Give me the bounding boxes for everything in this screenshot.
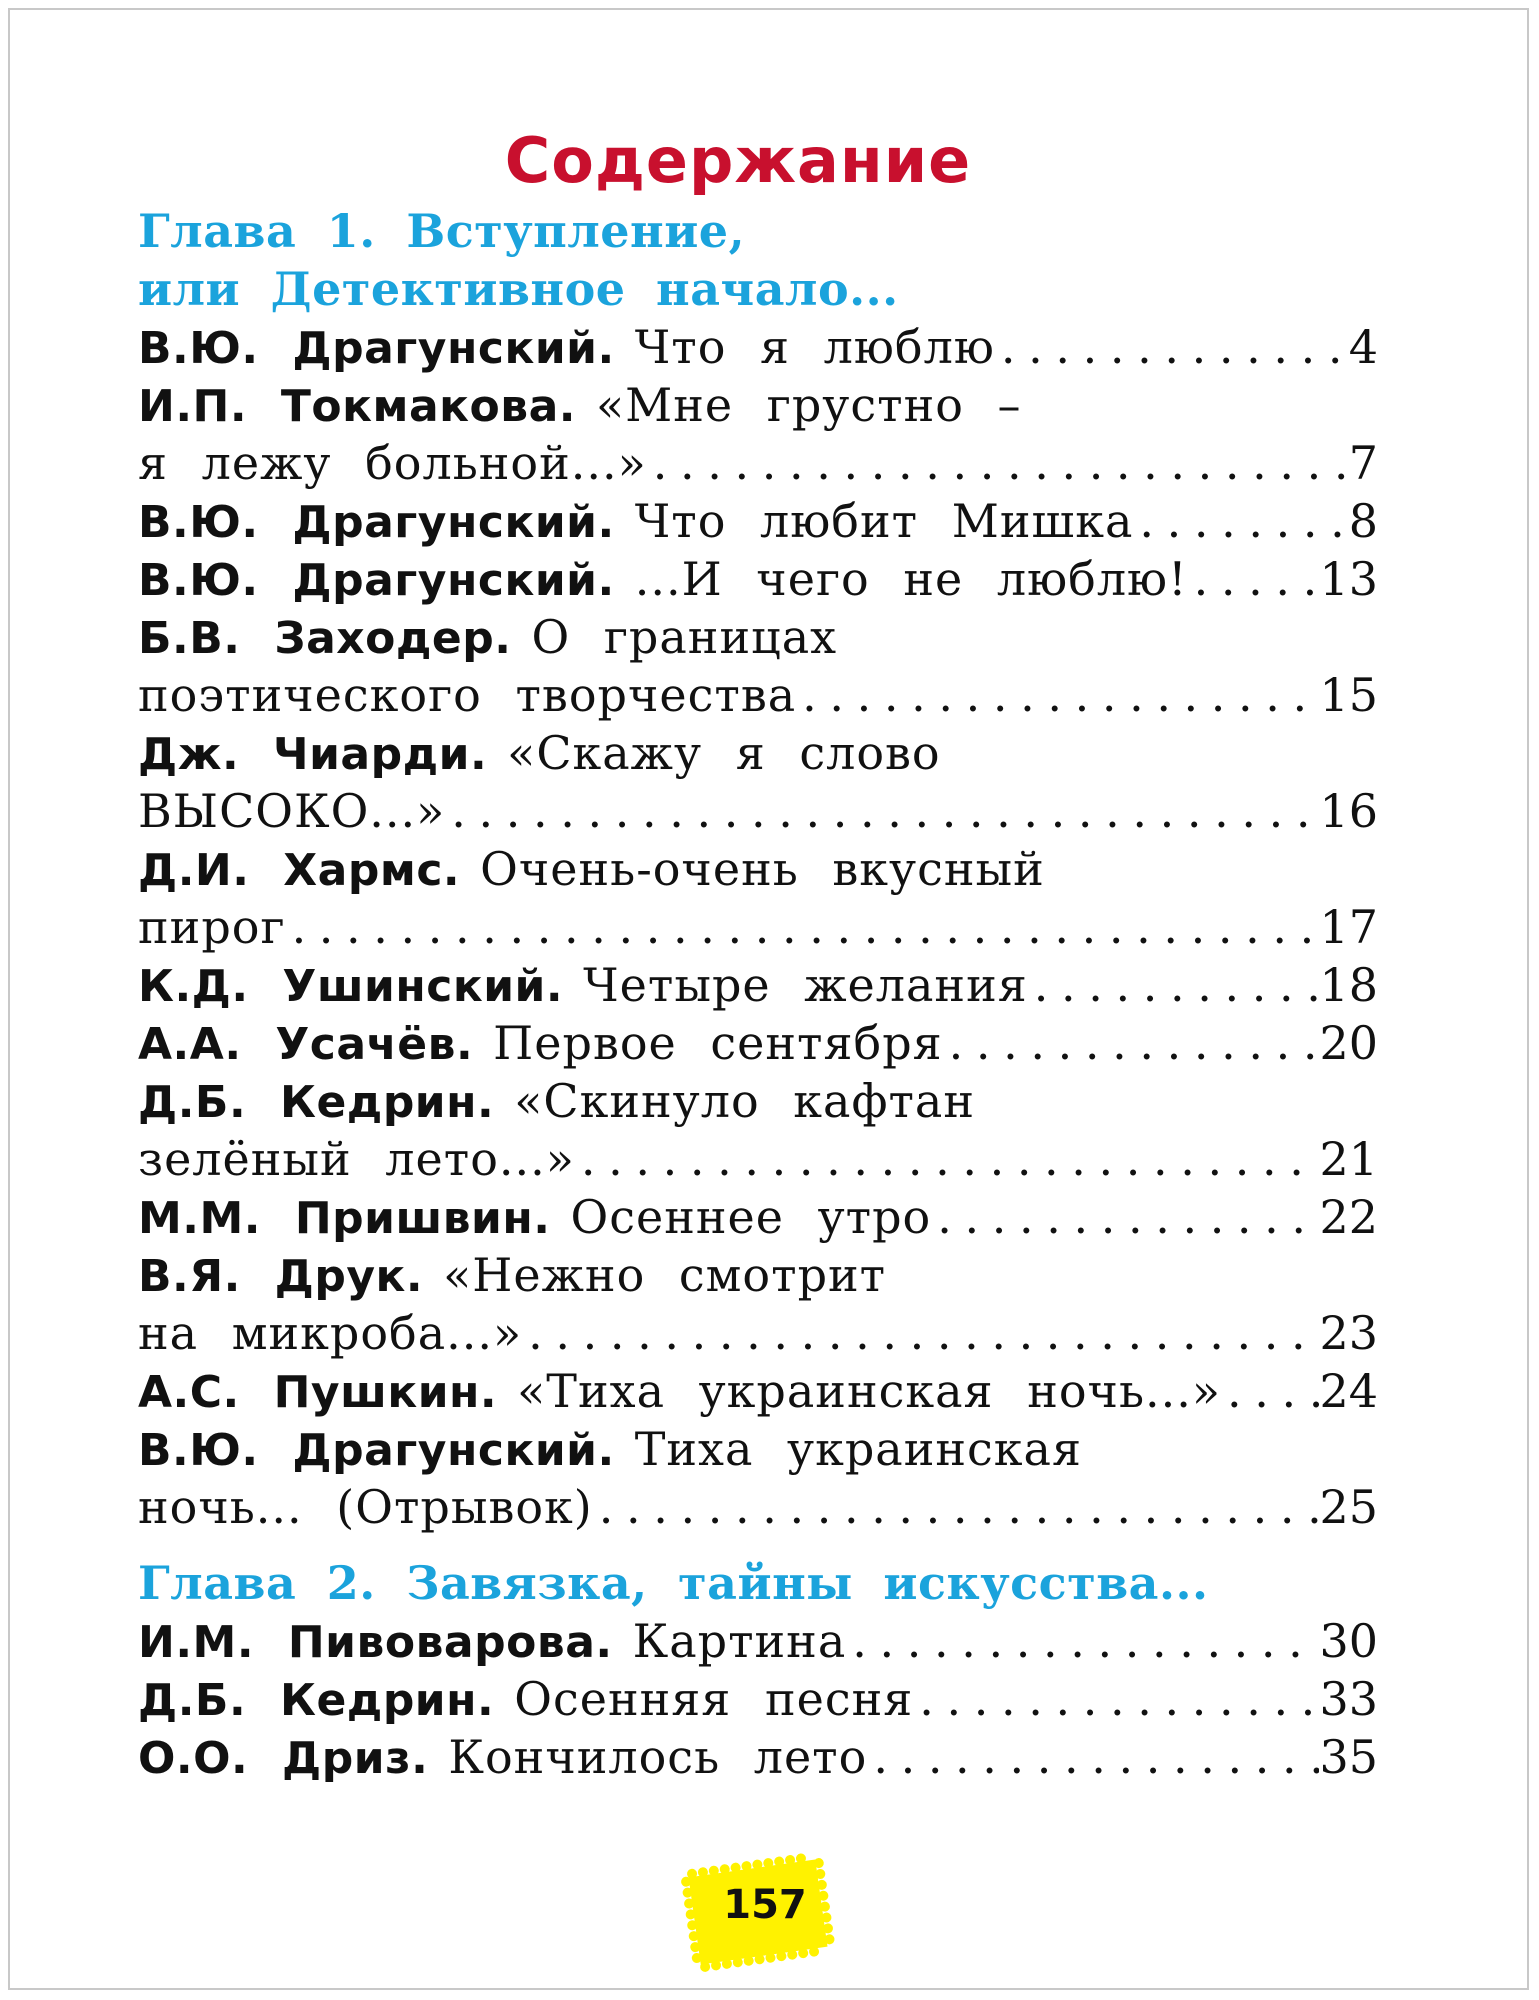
toc-entry-author: Б.В. Заходер. [138,613,512,664]
table-of-contents [138,118,1378,1786]
dot-leader [913,1670,1319,1728]
toc-entry [138,956,1378,1014]
toc-entry-author: А.А. Усачёв. [138,1019,474,1070]
toc-entry-page-number: 15 [1319,668,1378,722]
toc-entry-page-number: 30 [1319,1614,1378,1668]
toc-entry [138,550,1378,608]
toc-entry-title: Картина [632,1614,847,1668]
toc-entry [138,376,1378,492]
toc-entry-page-number: 4 [1348,320,1378,374]
dot-leader [931,1188,1319,1246]
toc-entry-page-number: 18 [1319,958,1378,1012]
dot-leader [647,434,1349,492]
dot-leader [1188,550,1320,608]
toc-entry-author: Д.И. Хармс. [138,845,461,896]
toc-entry-page-number: 24 [1319,1364,1378,1418]
toc-entry-author: Д.Б. Кедрин. [138,1077,495,1128]
toc-entry-author: О.О. Дриз. [138,1733,429,1784]
toc-entry [138,318,1378,376]
toc-entry [138,1014,1378,1072]
toc-entry-line [138,1130,1378,1188]
toc-entry-title: «Нежно смотрит [443,1248,887,1302]
dot-leader [1028,956,1320,1014]
toc-entry-title: «Скажу я слово [507,726,941,780]
toc-entry [138,1728,1378,1786]
toc-entry-title: Тиха украинская [634,1422,1082,1476]
toc-entry-title: ...И чего не люблю! [634,552,1188,606]
toc-entry [138,1670,1378,1728]
toc-entry-line [138,1420,1378,1478]
chapter-2-heading [138,1554,1378,1612]
dot-leader [522,1304,1319,1362]
toc-entry [138,608,1378,724]
dot-leader [995,318,1349,376]
toc-entry-title: О границах [531,610,838,664]
page-title: Содержание [504,124,972,197]
chapter-1-heading-line: или Детективное начало... [138,262,899,316]
toc-entry [138,1246,1378,1362]
toc-entry-title-continued: ВЫСОКО...» [138,784,446,838]
toc-entry-page-number: 22 [1319,1190,1378,1244]
toc-entry-line [138,608,1378,666]
toc-entry [138,1072,1378,1188]
toc-entry-author: И.П. Токмакова. [138,381,576,432]
toc-entry-title-continued: я лежу больной...» [138,436,647,490]
toc-entry-author: В.Ю. Драгунский. [138,555,615,606]
toc-entry-line [138,318,1378,376]
toc-entry-page-number: 7 [1348,436,1378,490]
toc-entry [138,1188,1378,1246]
dot-leader [1221,1362,1319,1420]
toc-entry-title: Осенняя песня [514,1672,914,1726]
toc-entry-line [138,782,1378,840]
dot-leader [943,1014,1320,1072]
toc-entry-title-continued: на микроба...» [138,1306,523,1360]
toc-entry-author: Д.Б. Кедрин. [138,1675,495,1726]
toc-entry-author: В.Ю. Драгунский. [138,323,615,374]
toc-entry-line [138,1670,1378,1728]
page-number: 157 [723,1882,807,1928]
toc-entry [138,1612,1378,1670]
toc-entry-line [138,1188,1378,1246]
toc-entry-author: В.Ю. Драгунский. [138,1425,615,1476]
toc-entry-line [138,434,1378,492]
toc-entry-title-continued: зелёный лето...» [138,1132,575,1186]
dot-leader [286,898,1320,956]
toc-entry-line [138,1304,1378,1362]
toc-entry-title: «Мне грустно – [596,378,1022,432]
toc-entry-title: Кончилось лето [448,1730,868,1784]
toc-entry-author: Дж. Чиарди. [138,729,488,780]
toc-entry-page-number: 23 [1319,1306,1378,1360]
toc-entry-title: Первое сентября [493,1016,943,1070]
toc-entry-line [138,666,1378,724]
toc-entry [138,492,1378,550]
toc-entry-title: Что любит Мишка [634,494,1134,548]
toc-entry-page-number: 21 [1319,1132,1378,1186]
dot-leader [445,782,1319,840]
toc-entry-line [138,550,1378,608]
chapter-1-heading-line: Глава 1. Вступление, [138,204,746,258]
toc-entry-line [138,1728,1378,1786]
toc-entry-title: Что я люблю [634,320,995,374]
toc-entry-title: Очень-очень вкусный [480,842,1045,896]
toc-entry-line [138,1362,1378,1420]
dot-leader [575,1130,1320,1188]
toc-entry-page-number: 8 [1348,494,1378,548]
dot-leader [867,1728,1319,1786]
chapter-2-entries [138,1612,1378,1786]
toc-entry-line [138,1478,1378,1536]
toc-entry-title: «Скинуло кафтан [514,1074,975,1128]
toc-entry-title-continued: пирог [138,900,286,954]
toc-entry-page-number: 17 [1319,900,1378,954]
toc-entry-line [138,1246,1378,1304]
toc-entry-page-number: 16 [1319,784,1378,838]
toc-entry-author: А.С. Пушкин. [138,1367,498,1418]
toc-entry-line [138,492,1378,550]
toc-entry-line [138,1072,1378,1130]
toc-entry-author: В.Ю. Драгунский. [138,497,615,548]
toc-entry-page-number: 35 [1319,1730,1378,1784]
toc-entry-line [138,1014,1378,1072]
toc-entry-line [138,956,1378,1014]
toc-entry-author: К.Д. Ушинский. [138,961,564,1012]
toc-entry [138,724,1378,840]
toc-entry-line [138,724,1378,782]
toc-entry [138,1420,1378,1536]
toc-entry-author: М.М. Пришвин. [138,1193,551,1244]
dot-leader [796,666,1319,724]
dot-leader [1133,492,1348,550]
toc-entry-page-number: 25 [1319,1480,1378,1534]
toc-entry-title-continued: поэтического творчества [138,668,797,722]
toc-entry-line [138,898,1378,956]
toc-entry-line [138,840,1378,898]
chapter-2-heading-line: Глава 2. Завязка, тайны искусства... [138,1556,1209,1610]
toc-entry-page-number: 13 [1319,552,1378,606]
toc-entry-title: Осеннее утро [570,1190,932,1244]
chapter-1-entries [138,318,1378,1536]
toc-entry-author: И.М. Пивоварова. [138,1617,613,1668]
toc-entry-title: Четыре желания [583,958,1028,1012]
toc-entry-page-number: 20 [1319,1016,1378,1070]
toc-entry-page-number: 33 [1319,1672,1378,1726]
toc-entry [138,840,1378,956]
toc-entry-title: «Тиха украинская ночь...» [517,1364,1222,1418]
toc-entry-author: В.Я. Друк. [138,1251,424,1302]
toc-entry [138,1362,1378,1420]
dot-leader [593,1478,1320,1536]
chapter-1-heading [138,202,1378,318]
toc-entry-line [138,1612,1378,1670]
toc-entry-title-continued: ночь... (Отрывок) [138,1480,593,1534]
dot-leader [846,1612,1319,1670]
toc-entry-line [138,376,1378,434]
